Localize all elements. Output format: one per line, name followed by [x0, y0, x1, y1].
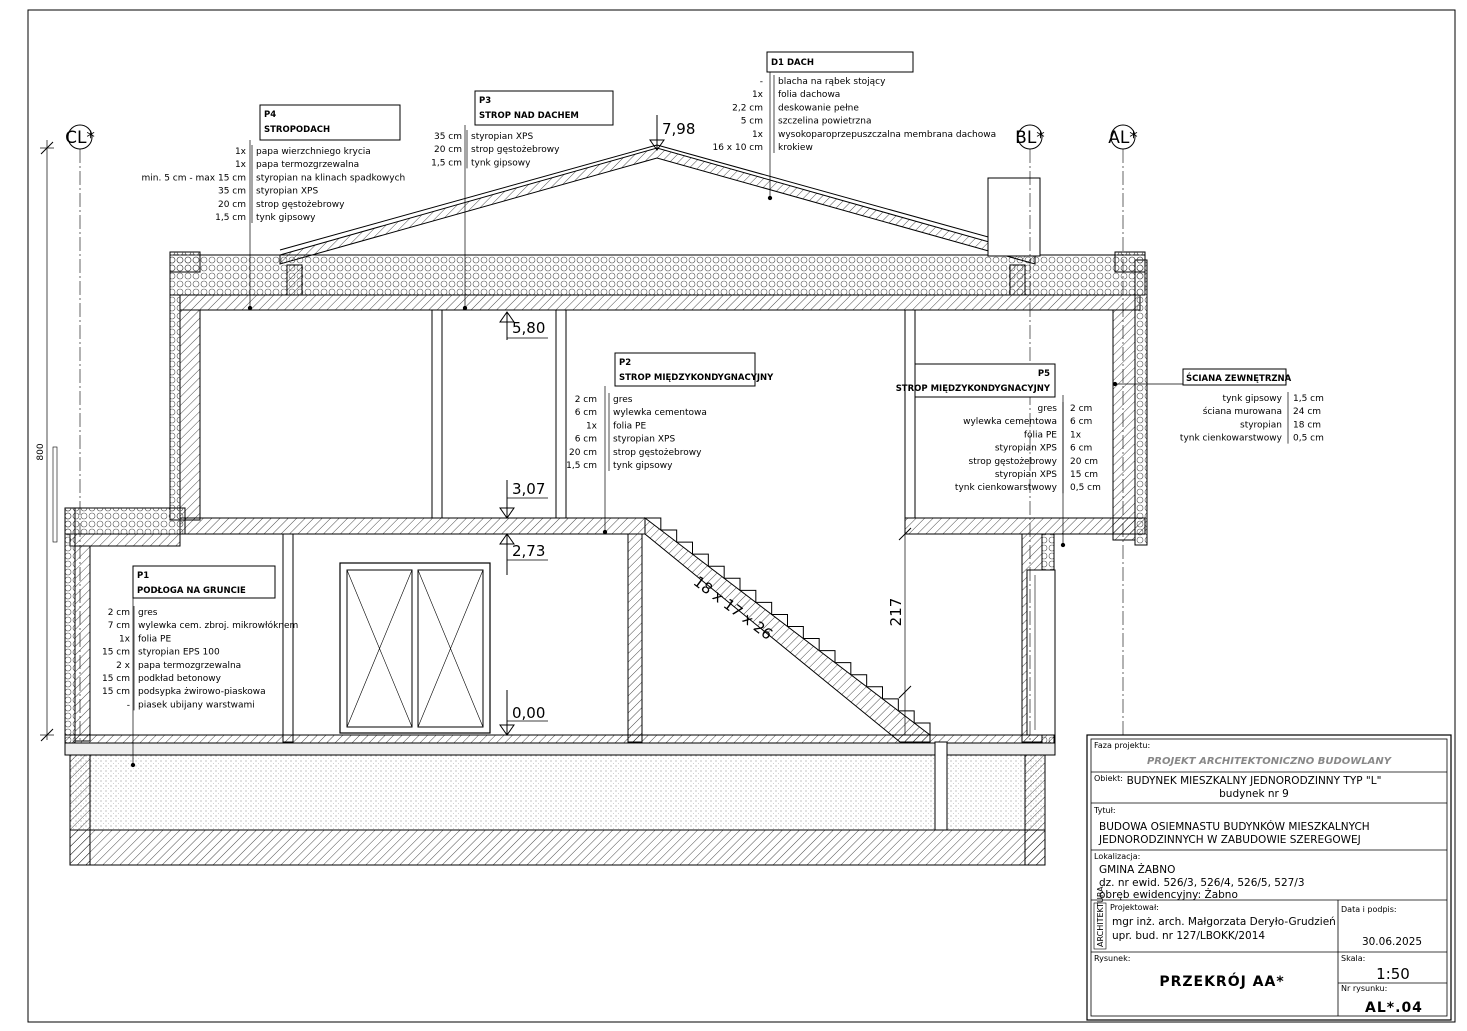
wall-left-upper-insul	[170, 295, 180, 520]
layer-thickness: 20 cm	[568, 447, 597, 458]
layer-thickness: 2 x	[116, 660, 130, 671]
svg-text:ŚCIANA ZEWNĘTRZNA: ŚCIANA ZEWNĘTRZNA	[1186, 374, 1292, 384]
layer-thickness: 20 cm	[217, 199, 246, 210]
floor-slab-1-right	[905, 518, 1145, 534]
svg-text:217: 217	[887, 597, 905, 627]
layer-thickness: 6 cm	[574, 434, 597, 445]
svg-text:Rysunek:: Rysunek:	[1094, 954, 1131, 963]
layer-description: tynk cienkowarstwowy	[1179, 433, 1282, 444]
layer-description: podkład betonowy	[138, 674, 221, 684]
layer-description: szczelina powietrzna	[778, 116, 872, 127]
layer-description: styropian XPS	[471, 132, 534, 142]
roof-slab-insulation	[170, 255, 1145, 295]
lower-roof-left	[65, 508, 185, 534]
svg-text:1:50: 1:50	[1376, 965, 1410, 983]
layer-description: strop gęstożebrowy	[471, 145, 560, 156]
foundation-right	[935, 742, 947, 830]
wall-right-upper-insul	[1135, 260, 1147, 545]
svg-text:5,80: 5,80	[512, 319, 546, 337]
svg-text:D1 DACH: D1 DACH	[771, 58, 814, 68]
svg-text:Nr rysunku:: Nr rysunku:	[1341, 984, 1388, 993]
callout-p1-rows	[102, 606, 298, 710]
foundation-left-edge	[70, 755, 90, 865]
layer-thickness: 7 cm	[107, 621, 130, 632]
layer-thickness: 5 cm	[740, 116, 763, 127]
svg-text:2,73: 2,73	[512, 542, 546, 560]
layer-thickness: 2 cm	[1070, 404, 1093, 414]
callout-p3-slab	[431, 91, 613, 168]
layer-thickness: 1x	[234, 147, 246, 157]
title-block	[1087, 735, 1451, 1020]
layer-thickness: 20 cm	[1070, 456, 1099, 467]
callout-p4-flatroof	[142, 105, 406, 223]
level-798	[650, 115, 695, 150]
layer-thickness: -	[126, 700, 130, 711]
layer-thickness: 0,5 cm	[1070, 483, 1101, 494]
layer-description: wylewka cementowa	[613, 408, 707, 419]
layer-description: tynk gipsowy	[471, 158, 531, 169]
svg-text:Obiekt:: Obiekt:	[1094, 774, 1123, 783]
foundation-right-edge	[1025, 755, 1045, 865]
layer-description: papa wierzchniego krycia	[256, 147, 371, 157]
svg-text:mgr inż. arch. Małgorzata Dery: mgr inż. arch. Małgorzata Deryło-Grudzień	[1112, 916, 1336, 928]
wall-right-upper	[1113, 310, 1135, 540]
layer-thickness: 18 cm	[1293, 420, 1322, 431]
lower-roof-left-slab	[70, 534, 180, 546]
layer-description: styropian XPS	[994, 470, 1057, 480]
svg-text:PRZEKRÓJ AA*: PRZEKRÓJ AA*	[1159, 974, 1285, 990]
layer-description: tynk cienkowarstwowy	[954, 483, 1057, 494]
layer-thickness: 1,5 cm	[1293, 394, 1324, 404]
svg-text:upr. bud. nr 127/LBOKK/2014: upr. bud. nr 127/LBOKK/2014	[1112, 930, 1266, 942]
svg-text:obręb ewidencyjny: Żabno: obręb ewidencyjny: Żabno	[1099, 889, 1238, 901]
ground-floor-finish	[65, 735, 1055, 743]
layer-description: folia PE	[613, 421, 647, 432]
svg-text:GMINA ŻABNO: GMINA ŻABNO	[1099, 864, 1176, 876]
svg-text:7,98: 7,98	[662, 120, 696, 138]
svg-text:Lokalizacja:: Lokalizacja:	[1094, 852, 1141, 861]
layer-thickness: 1x	[751, 90, 763, 101]
roof-support-right	[1010, 265, 1025, 295]
callout-p2-slab	[566, 353, 774, 471]
chimney	[988, 178, 1040, 256]
svg-text:PODŁOGA NA GRUNCIE: PODŁOGA NA GRUNCIE	[137, 586, 246, 596]
level-580	[500, 312, 548, 340]
layer-thickness: 15 cm	[101, 647, 130, 658]
level-307	[500, 480, 548, 518]
layer-thickness: 35 cm	[217, 186, 246, 197]
staircase	[645, 518, 930, 742]
layer-description: gres	[1037, 404, 1057, 414]
layer-description: podsypka żwirowo-piaskowa	[138, 687, 266, 698]
layer-description: papa termozgrzewalna	[138, 660, 242, 671]
wall-inner-3	[905, 310, 915, 518]
wall-inner-2	[556, 310, 566, 518]
svg-text:Tytuł:: Tytuł:	[1094, 806, 1116, 815]
level-273	[500, 534, 548, 575]
layer-description: folia PE	[1023, 430, 1057, 441]
layer-description: styropian na klinach spadkowych	[256, 173, 406, 184]
layer-thickness: 1,5 cm	[566, 461, 597, 471]
stair-spec: 18 x 17 x 26	[690, 572, 776, 644]
svg-text:STROP MIĘDZYKONDYGNACYJNY: STROP MIĘDZYKONDYGNACYJNY	[895, 384, 1050, 394]
layer-thickness: 2 cm	[107, 608, 130, 618]
svg-text:Data i podpis:: Data i podpis:	[1341, 905, 1397, 914]
callout-d1-roof	[712, 52, 996, 153]
callout-external-wall	[1180, 369, 1324, 444]
callout-p2-rows	[566, 393, 707, 471]
svg-text:Projektował:: Projektował:	[1110, 903, 1159, 912]
layer-description: styropian XPS	[994, 443, 1057, 454]
callout-p4-rows	[142, 145, 406, 223]
layer-description: gres	[613, 395, 633, 405]
gable-roof	[280, 148, 1035, 264]
layer-thickness: 15 cm	[101, 687, 130, 698]
layer-description: tynk gipsowy	[613, 461, 673, 471]
callout-d1-rows	[712, 75, 996, 153]
svg-text:PROJEKT ARCHITEKTONICZNO BUDOW: PROJEKT ARCHITEKTONICZNO BUDOWLANY	[1146, 756, 1392, 767]
callout-p5-rows	[955, 402, 1101, 493]
layer-thickness: 1,5 cm	[215, 213, 246, 223]
callout-p5-slab	[896, 364, 1101, 493]
svg-text:P3: P3	[479, 96, 492, 106]
layer-thickness: 6 cm	[574, 408, 597, 419]
svg-text:BUDYNEK MIESZKALNY JEDNORODZIN: BUDYNEK MIESZKALNY JEDNORODZINNY TYP "L"	[1126, 775, 1382, 787]
svg-text:P2: P2	[619, 358, 632, 368]
layer-description: piasek ubijany warstwami	[138, 700, 255, 711]
layer-thickness: 1x	[118, 634, 130, 645]
layer-description: strop gęstożebrowy	[613, 447, 702, 458]
svg-text:AL*: AL*	[1108, 128, 1138, 148]
layer-thickness: min. 5 cm - max 15 cm	[141, 173, 246, 184]
callout-p1-groundfloor	[102, 566, 298, 710]
roof-support-left	[287, 265, 302, 295]
layer-description: gres	[138, 608, 158, 618]
layer-thickness: 0,5 cm	[1293, 433, 1324, 444]
svg-text:STROPODACH: STROPODACH	[264, 125, 331, 135]
layer-description: strop gęstożebrowy	[968, 456, 1057, 467]
layer-thickness: -	[759, 77, 763, 87]
layer-description: deskowanie pełne	[778, 103, 859, 114]
ground-floor-insul	[65, 743, 1055, 755]
layer-thickness: 6 cm	[1070, 443, 1093, 454]
dimension-height	[36, 140, 57, 741]
svg-text:3,07: 3,07	[512, 480, 546, 498]
wall-inner-1	[432, 310, 442, 518]
svg-text:P5: P5	[1037, 369, 1050, 379]
layer-description: tynk gipsowy	[1222, 394, 1282, 404]
svg-text:800: 800	[36, 443, 46, 461]
layer-thickness: 15 cm	[101, 674, 130, 684]
svg-text:Faza projektu:: Faza projektu:	[1094, 741, 1151, 750]
layer-description: wysokoparoprzepuszczalna membrana dachowa	[778, 129, 997, 140]
wall-left-ground	[75, 546, 90, 741]
layer-description: styropian XPS	[613, 434, 676, 445]
layer-description: krokiew	[778, 143, 813, 153]
ground-gravel	[70, 830, 1045, 865]
layer-thickness: 16 x 10 cm	[712, 143, 763, 153]
layer-description: wylewka cementowa	[963, 417, 1057, 428]
svg-text:STROP NAD DACHEM: STROP NAD DACHEM	[479, 111, 579, 121]
level-000	[500, 690, 548, 735]
layer-thickness: 1x	[585, 421, 597, 432]
ground-base	[70, 755, 1045, 830]
layer-description: folia dachowa	[778, 90, 841, 101]
wall-left-upper	[180, 310, 200, 520]
svg-text:P1: P1	[137, 571, 150, 581]
layer-thickness: 20 cm	[433, 145, 462, 156]
dimension-stair-height	[887, 528, 911, 735]
layer-thickness: 1x	[751, 129, 763, 140]
layer-thickness: 2,2 cm	[732, 103, 763, 114]
wall-inner-ground-2	[628, 534, 642, 742]
callout-p3-rows	[431, 130, 560, 168]
svg-text:budynek nr 9: budynek nr 9	[1219, 788, 1289, 800]
layer-description: styropian	[1240, 420, 1282, 431]
svg-text:dz. nr ewid. 526/3, 526/4, 526: dz. nr ewid. 526/3, 526/4, 526/5, 527/3	[1099, 877, 1305, 889]
building-section	[65, 145, 1147, 865]
svg-text:P4: P4	[264, 110, 277, 120]
layer-description: strop gęstożebrowy	[256, 199, 345, 210]
layer-thickness: 1,5 cm	[431, 158, 462, 169]
roof-ridge-line-r	[657, 145, 1035, 250]
layer-thickness: 35 cm	[433, 132, 462, 142]
wall-left-ground-insul	[65, 508, 75, 743]
svg-text:STROP MIĘDZYKONDYGNACYJNY: STROP MIĘDZYKONDYGNACYJNY	[619, 373, 774, 383]
layer-thickness: 6 cm	[1070, 417, 1093, 428]
floor-slab-1-left	[180, 518, 645, 534]
svg-text:BL*: BL*	[1015, 128, 1045, 148]
svg-text:0,00: 0,00	[512, 704, 546, 722]
svg-text:JEDNORODZINNYCH W ZABUDOWIE SZ: JEDNORODZINNYCH W ZABUDOWIE SZEREGOWEJ	[1099, 834, 1361, 846]
svg-text:CL*: CL*	[65, 128, 95, 148]
callout-wall-rows	[1180, 392, 1324, 444]
layer-description: wylewka cem. zbroj. mikrowłóknem	[138, 621, 299, 632]
svg-text:30.06.2025: 30.06.2025	[1361, 936, 1423, 948]
layer-description: styropian XPS	[256, 186, 319, 197]
side-door	[1027, 570, 1055, 735]
layer-description: folia PE	[138, 634, 172, 645]
layer-description: blacha na rąbek stojący	[778, 77, 886, 87]
svg-text:BUDOWA OSIEMNASTU BUDYNKÓW MIE: BUDOWA OSIEMNASTU BUDYNKÓW MIESZKALNYCH	[1099, 821, 1370, 833]
layer-thickness: 1x	[1070, 430, 1082, 441]
layer-thickness: 15 cm	[1070, 470, 1099, 480]
stamp-text: ARCHITEKTURA	[1096, 886, 1105, 947]
roof-slab-structure	[180, 295, 1140, 310]
layer-description: papa termozgrzewalna	[256, 160, 360, 171]
layer-thickness: 24 cm	[1293, 407, 1322, 418]
wall-inner-ground-1	[283, 534, 293, 742]
door-window	[340, 563, 490, 733]
layer-description: tynk gipsowy	[256, 213, 316, 223]
svg-text:AL*.04: AL*.04	[1365, 1000, 1423, 1016]
layer-description: ściana murowana	[1202, 407, 1282, 418]
layer-description: styropian EPS 100	[138, 647, 220, 658]
parapet-left	[170, 252, 200, 272]
layer-thickness: 1x	[234, 160, 246, 171]
svg-text:Skala:: Skala:	[1341, 954, 1366, 963]
level-markers	[500, 115, 695, 735]
layer-thickness: 2 cm	[574, 395, 597, 405]
